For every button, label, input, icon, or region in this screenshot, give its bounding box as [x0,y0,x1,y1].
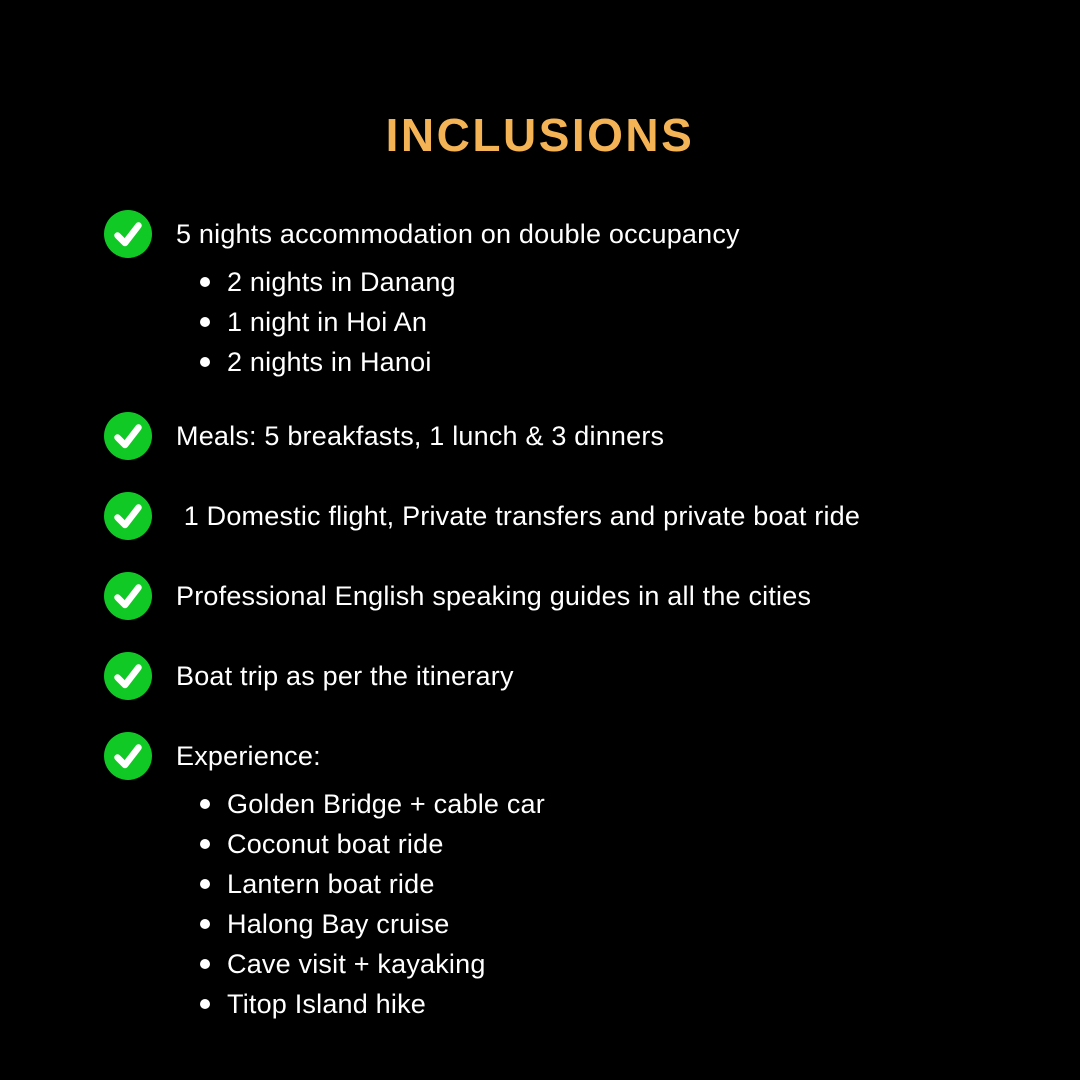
bullet-dot [200,277,210,287]
list-item [104,210,1080,382]
check-circle-icon [104,492,152,540]
sub-list-item [200,302,1080,342]
sub-item-label: Golden Bridge + cable car [227,788,545,819]
sub-list-item [200,824,1080,864]
sub-item-label: 1 night in Hoi An [227,306,428,337]
sub-item-label: Lantern boat ride [227,868,435,899]
sub-item-label: Cave visit + kayaking [227,948,486,979]
sub-list-item [200,944,1080,984]
bullet-dot [200,317,210,327]
check-circle-icon [104,732,152,780]
sub-item-label: Coconut boat ride [227,828,444,859]
list-item [104,572,1080,620]
sub-list-item [200,262,1080,302]
list-item-row [104,412,1080,460]
sub-item-label: Halong Bay cruise [227,908,450,939]
page-title: INCLUSIONS [385,109,695,161]
sub-item-label: Titop Island hike [227,988,427,1019]
sub-list-item [200,864,1080,904]
check-circle-icon [104,210,152,258]
list-item-row [104,572,1080,620]
list-item-row [104,732,1080,780]
item-label: 5 nights accommodation on double occupancy [176,218,740,249]
bullet-dot [200,839,210,849]
sub-list-item [200,984,1080,1024]
check-circle-icon [104,412,152,460]
check-circle-icon [104,652,152,700]
sub-list [200,784,1080,1024]
bullet-dot [200,879,210,889]
list-item-row [104,210,1080,258]
item-label: Meals: 5 breakfasts, 1 lunch & 3 dinners [176,420,665,451]
sub-item-label: 2 nights in Hanoi [227,346,432,377]
list-item-row [104,492,1080,540]
item-label: Experience: [176,740,321,771]
list-item [104,652,1080,700]
list-item [104,492,1080,540]
list-item [104,412,1080,460]
list-item [104,732,1080,1024]
list-item-row [104,652,1080,700]
bullet-dot [200,999,210,1009]
item-label: Boat trip as per the itinerary [176,660,514,691]
item-label: Professional English speaking guides in all the cities [176,580,812,611]
item-label: 1 Domestic flight, Private transfers and private boat ride [176,500,861,531]
check-circle-icon [104,572,152,620]
sub-list-item [200,904,1080,944]
bullet-dot [200,919,210,929]
sub-list [200,262,1080,382]
sub-item-label: 2 nights in Danang [227,266,456,297]
sub-list-item [200,784,1080,824]
bullet-dot [200,959,210,969]
bullet-dot [200,357,210,367]
sub-list-item [200,342,1080,382]
bullet-dot [200,799,210,809]
inclusions-list [104,210,1080,1024]
